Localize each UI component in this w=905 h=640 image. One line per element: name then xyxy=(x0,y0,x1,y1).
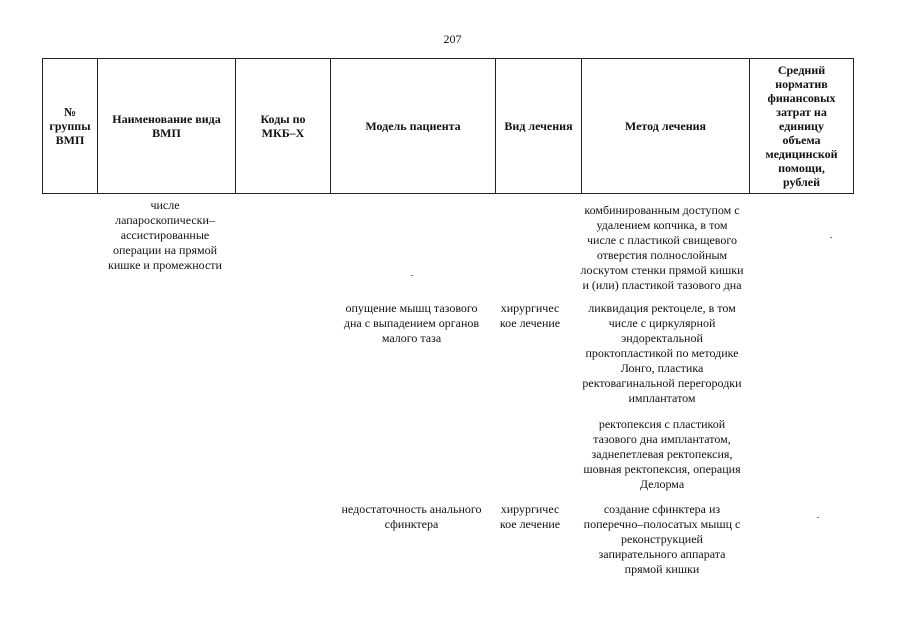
header-patient-model: Модель пациента xyxy=(331,59,496,194)
header-row xyxy=(43,59,854,194)
method-cell-3: ректопексия с пластикой тазового дна имплантатом, заднепетлевая ректопексия, шовная ректопексия, операция Делорма xyxy=(583,417,741,491)
treatment-cell-2: хирургичес кое лечение xyxy=(499,301,561,330)
header-group-number: № группы ВМП xyxy=(43,59,98,194)
scan-speck xyxy=(817,517,819,518)
method-cell-4: создание сфинктера из поперечно–полосатых мышц с реконструкцией запирательного аппарата прямой кишки xyxy=(583,502,741,576)
vmp-name-continued: числе лапароскопически– ассистированные операции на прямой кишке и промежности xyxy=(108,198,222,272)
method-cell-2: ликвидация ректоцеле, в том числе с циркулярной эндоректальной проктопластикой по методике Лонго, пластика ректовагинальной перегородки имплантатом xyxy=(582,301,742,405)
model-cell-2: опущение мышц тазового дна с выпадением органов малого таза xyxy=(343,301,480,345)
method-cell-1: комбинированным доступом с удалением копчика, в том числе с пластикой свищевого отверстия полнослойным лоскутом стенки прямой кишки и (или) пластикой тазового дна xyxy=(580,203,744,292)
header-icd-codes: Коды по МКБ–Х xyxy=(236,59,331,194)
header-vmp-name: Наименование вида ВМП xyxy=(98,59,236,194)
header-treatment-type: Вид лечения xyxy=(496,59,582,194)
scan-speck xyxy=(411,275,413,276)
header-cost-standard: Средний норматив финансовых затрат на единицу объема медицинской помощи, рублей xyxy=(750,59,854,194)
treatment-cell-4: хирургичес кое лечение xyxy=(499,502,561,531)
scan-speck xyxy=(830,237,832,238)
model-cell-4: недостаточность анального сфинктера xyxy=(341,502,482,531)
table-header xyxy=(42,58,854,194)
header-treatment-method: Метод лечения xyxy=(582,59,750,194)
page-number: 207 xyxy=(443,32,462,46)
